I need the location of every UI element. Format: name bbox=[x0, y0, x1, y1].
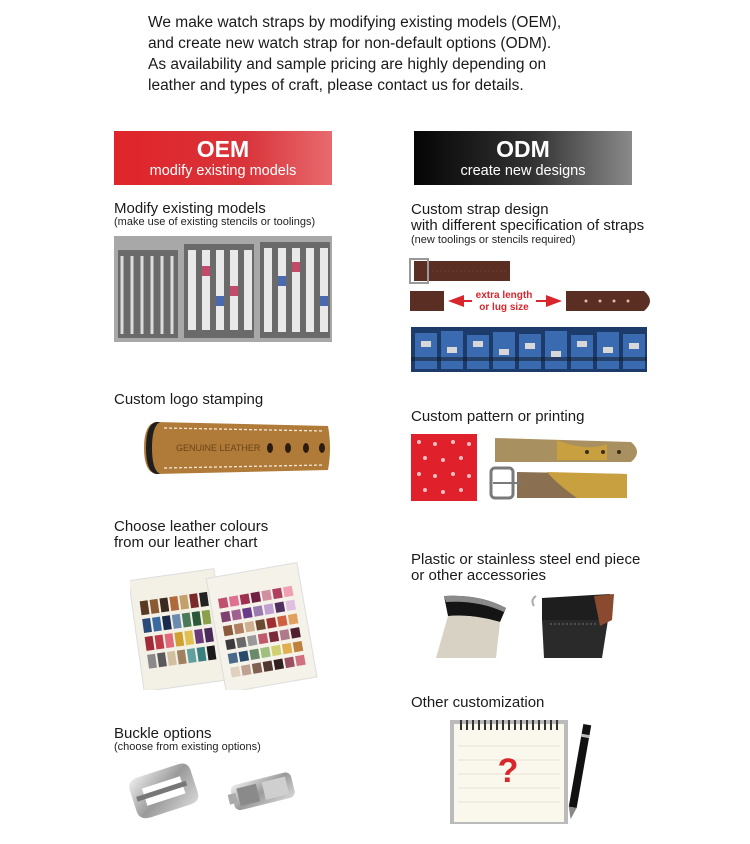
leather-chart-photo bbox=[130, 560, 320, 690]
other-custom-heading: Other customization bbox=[411, 694, 545, 711]
leather-colours-heading-line2: from our leather chart bbox=[114, 534, 258, 551]
intro-line: and create new watch strap for non-default options (ODM). bbox=[148, 35, 552, 52]
odm-title: ODM bbox=[496, 136, 550, 162]
custom-strap-heading-line1: Custom strap design bbox=[411, 201, 549, 218]
end-piece-heading-line1: Plastic or stainless steel end piece bbox=[411, 551, 641, 568]
odm-subtitle: create new designs bbox=[460, 163, 586, 179]
notepad-question-photo bbox=[428, 716, 604, 826]
printed-pattern-swatch bbox=[411, 434, 477, 501]
question-mark-icon: ? bbox=[497, 752, 519, 790]
arrow-label-2: or lug size bbox=[479, 302, 529, 313]
printed-strap-photo bbox=[487, 432, 645, 502]
odm-banner bbox=[414, 131, 632, 185]
intro-line: As availability and sample pricing are highly depending on bbox=[148, 56, 547, 73]
end-piece-photo bbox=[430, 590, 620, 660]
end-piece-heading-line2: or other accessories bbox=[411, 567, 547, 584]
logo-stamping-heading: Custom logo stamping bbox=[114, 391, 264, 408]
oem-subtitle: modify existing models bbox=[149, 163, 297, 179]
arrow-label-1: extra length bbox=[475, 290, 533, 301]
custom-pattern-heading: Custom pattern or printing bbox=[411, 408, 585, 425]
buckle-options-note: (choose from existing options) bbox=[114, 741, 261, 753]
buckle-options-heading: Buckle options bbox=[114, 725, 212, 742]
strap-spec-diagram bbox=[408, 255, 660, 317]
oem-title: OEM bbox=[196, 136, 250, 162]
intro-line: leather and types of craft, please contact us for details. bbox=[148, 77, 524, 94]
intro-line: We make watch straps by modifying existing models (OEM), bbox=[148, 14, 562, 31]
buckles-photo bbox=[124, 762, 304, 820]
oem-banner bbox=[114, 131, 332, 185]
modify-existing-note: (make use of existing stencils or toolings) bbox=[114, 216, 316, 228]
stencil-tools-photo bbox=[411, 327, 647, 372]
stamped-strap-photo bbox=[142, 418, 334, 478]
leather-colours-heading-line1: Choose leather colours bbox=[114, 518, 269, 535]
custom-strap-heading-line2: with different specification of straps bbox=[411, 217, 645, 234]
stamp-text: GENUINE LEATHER bbox=[176, 443, 261, 453]
modify-existing-heading: Modify existing models bbox=[114, 200, 266, 217]
stencil-racks-photo bbox=[114, 236, 332, 342]
intro-paragraph bbox=[148, 12, 618, 96]
custom-strap-note: (new toolings or stencils required) bbox=[411, 234, 576, 246]
